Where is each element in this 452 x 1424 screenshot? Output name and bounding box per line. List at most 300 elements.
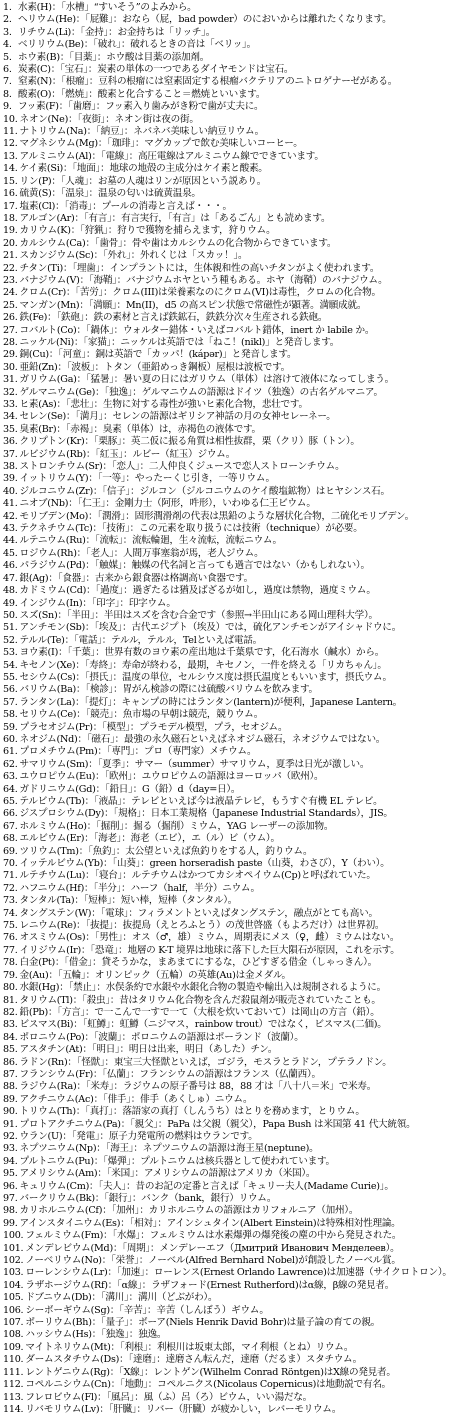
entry-number: 43. bbox=[3, 523, 18, 535]
entry-text: スズ(Sn)：「半田」：半田はスズを含む合金です（参照→半田山にある岡山理科大学）。 bbox=[19, 609, 378, 621]
element-entry bbox=[3, 635, 400, 647]
element-entry bbox=[3, 362, 400, 374]
entry-number: 22. bbox=[3, 262, 18, 274]
entry-text: ケイ素(Si)：「地面」：地球の地殻の主成分はケイ素と酸素。 bbox=[19, 163, 268, 175]
entry-number: 29. bbox=[3, 349, 18, 361]
entry-number: 8. bbox=[3, 88, 12, 100]
entry-number: 13. bbox=[3, 150, 18, 162]
entry-text: ランタン(La)：「提灯」：キャンプの時にはランタン(lantern)が便利，Japanese Lantern。 bbox=[19, 696, 403, 708]
entry-text: プルトニウム(Pu)：「爆弾」：プルトニウムは核兵器として使われています。 bbox=[19, 1155, 335, 1167]
entry-number: 49. bbox=[3, 597, 18, 609]
entry-number: 63. bbox=[3, 771, 18, 783]
entry-text: マイトネリウム(Mt)：「利根」：利根川は坂東太郎，マイ利根（とね）リウム。 bbox=[25, 1341, 354, 1353]
element-entry bbox=[3, 325, 400, 337]
element-entry bbox=[3, 461, 400, 473]
entry-text: エルビウム(Er)：「海老」：海老（エビ），エ（ル）ビ（ウム）。 bbox=[19, 833, 280, 845]
entry-number: 86. bbox=[3, 1056, 18, 1068]
element-entry bbox=[3, 684, 400, 696]
element-entry bbox=[3, 1143, 400, 1155]
entry-text: ハッシウム(Hs)：「独逸」：独逸。 bbox=[25, 1329, 167, 1341]
element-entry bbox=[3, 945, 400, 957]
element-entry bbox=[3, 1305, 400, 1317]
entry-text: ヨウ素(I)：「千葉」：世界有数のヨウ素の産出地は千葉県です，化石海水（鹹水）から。 bbox=[19, 647, 385, 659]
element-entry bbox=[3, 585, 400, 597]
element-entry bbox=[3, 300, 400, 312]
entry-number: 5. bbox=[3, 51, 12, 63]
element-entry bbox=[3, 101, 400, 113]
entry-text: 銅(Cu)：「河童」：銅は英語で「カッパ！(kápər)」と発音します。 bbox=[19, 349, 297, 361]
entry-number: 102. bbox=[3, 1255, 24, 1267]
entry-text: バナジウム(V)：「海鞘」：バナジウムホヤという種もある。ホヤ（海鞘）のバナジウム。 bbox=[19, 274, 388, 286]
element-entry bbox=[3, 1019, 400, 1031]
entry-text: ツリウム(Tm)：「魚釣」：太公望といえば魚釣りをする人，釣りウム。 bbox=[19, 845, 313, 857]
entry-number: 18. bbox=[3, 212, 18, 224]
entry-number: 68. bbox=[3, 833, 18, 845]
entry-text: テクネチウム(Tc)：「技術」：この元素を取り扱うには技術（technique）が必要。 bbox=[19, 523, 363, 535]
element-entry bbox=[3, 1367, 400, 1379]
entry-text: ウラン(U)：「発電」：原子力発電所の燃料はウランです。 bbox=[19, 1130, 258, 1142]
entry-text: ポロニウム(Po)：「波蘭」：ポロニウムの語源はポーランド（波蘭）。 bbox=[19, 1031, 304, 1043]
entry-number: 40. bbox=[3, 485, 18, 497]
element-entry bbox=[3, 833, 400, 845]
entry-number: 84. bbox=[3, 1031, 18, 1043]
entry-number: 97. bbox=[3, 1193, 18, 1204]
entry-number: 113. bbox=[3, 1391, 24, 1403]
entry-number: 42. bbox=[3, 510, 18, 522]
entry-text: 白金(Pt)：「借金」：貸そうかな，まあまてにするな，ひどすぎる借金（しゃっきん）。 bbox=[19, 957, 377, 969]
entry-text: アンチモン(Sb)：「埃及」：古代エジプト（埃及）では，硫化アンチモンがアイシャドウに。 bbox=[19, 622, 402, 634]
entry-text: 金(Au)：「五輪」：オリンピック（五輪）の英雄(Au)は金メダル。 bbox=[19, 969, 291, 981]
element-entry bbox=[3, 151, 400, 163]
element-entry bbox=[3, 722, 400, 734]
entry-text: 塩素(Cl)：「消毒」：プールの消毒と言えば・・・。 bbox=[19, 200, 232, 212]
entry-text: ヘリウム(He)：「屁難」：おなら（屁，bad powder）のにおいからは離れたくなります。 bbox=[18, 14, 392, 26]
element-entry bbox=[3, 424, 400, 436]
entry-number: 96. bbox=[3, 1180, 18, 1192]
entry-number: 31. bbox=[3, 374, 18, 386]
entry-text: 臭素(Br)：「赤褐」：臭素（単体）は，赤褐色の液体です。 bbox=[19, 423, 261, 435]
entry-number: 111. bbox=[3, 1366, 24, 1378]
element-entry bbox=[3, 213, 400, 225]
entry-number: 21. bbox=[3, 250, 18, 262]
entry-number: 9. bbox=[3, 101, 12, 113]
entry-text: インジウム(In)：「印字」：印字ウム。 bbox=[19, 597, 176, 609]
element-entry bbox=[3, 610, 400, 622]
entry-text: 硫黄(S)：「温泉」：温泉の匂いは硫黄温泉。 bbox=[19, 188, 201, 200]
entry-number: 93. bbox=[3, 1143, 18, 1155]
element-entry bbox=[3, 1267, 452, 1279]
element-entry bbox=[3, 573, 400, 585]
element-entry bbox=[3, 858, 400, 870]
entry-number: 83. bbox=[3, 1019, 18, 1031]
element-entry bbox=[3, 1205, 400, 1217]
element-entry bbox=[3, 374, 400, 386]
element-entry bbox=[3, 920, 400, 932]
entry-number: 6. bbox=[3, 64, 12, 76]
entry-number: 17. bbox=[3, 200, 18, 212]
entry-number: 26. bbox=[3, 312, 18, 324]
element-entry bbox=[3, 287, 400, 299]
entry-text: 鉄(Fe)：「鉄砲」：鉄の素材と言えば鉄鉱石，鉄鉄分次々生産される鉄砲。 bbox=[19, 312, 328, 324]
entry-number: 58. bbox=[3, 709, 18, 721]
entry-number: 106. bbox=[3, 1304, 24, 1316]
element-entry bbox=[3, 498, 400, 510]
entry-number: 73. bbox=[3, 895, 18, 907]
entry-number: 10. bbox=[3, 113, 18, 125]
entry-text: ハフニウム(Hf)：「半分」：ハーフ（half，半分）ニウム。 bbox=[19, 882, 260, 894]
element-entry bbox=[3, 821, 400, 833]
element-entry bbox=[3, 622, 400, 634]
element-entry bbox=[3, 1094, 400, 1106]
entry-number: 90. bbox=[3, 1106, 18, 1118]
element-entry bbox=[3, 114, 400, 126]
element-entry bbox=[3, 312, 400, 324]
entry-number: 38. bbox=[3, 461, 18, 473]
entry-number: 112. bbox=[3, 1379, 24, 1391]
element-entry bbox=[3, 895, 400, 907]
element-entry bbox=[3, 660, 400, 672]
entry-text: 水銀(Hg)：「禁止」：水俣条約で水銀や水銀化合物の製造や輸出入は規制されるように。 bbox=[19, 982, 386, 994]
entry-text: アルゴン(Ar)：「有言」：有言実行，「有言」は「あるごん」とも読めます。 bbox=[19, 212, 331, 224]
entry-text: リチウム(Li)：「金持」：お金持ちは「リッチ」。 bbox=[18, 26, 216, 38]
entry-number: 104. bbox=[3, 1279, 24, 1291]
entry-number: 75. bbox=[3, 920, 18, 932]
element-entry bbox=[3, 771, 400, 783]
entry-text: ダームスタチウム(Ds)：「達磨」：達磨さん転んだ，達磨（だるま）スタチウム。 bbox=[25, 1354, 363, 1366]
entry-number: 88. bbox=[3, 1081, 18, 1093]
element-entry bbox=[3, 784, 400, 796]
entry-number: 46. bbox=[3, 560, 18, 572]
entry-text: ストロンチウム(Sr)：「恋人」：二人仲良くジュースで恋人ストローンチウム。 bbox=[19, 461, 345, 473]
entry-text: モリブデン(Mo)：「潤滑」：固形潤滑剤の代表は黒鉛のような層状化合物，二硫化モリブデン。 bbox=[19, 510, 414, 522]
entry-text: クロム(Cr)：「苦労」：クロム(III)は栄養素なのにクロム(VI)は毒性，クロムの化合物。 bbox=[19, 287, 381, 299]
entry-text: ドブニウム(Db)：「溝川」：溝川（どぶがわ）。 bbox=[25, 1292, 218, 1304]
entry-text: バークリウム(Bk)：「銀行」：バンク（bank，銀行）リウム。 bbox=[19, 1193, 277, 1204]
element-entry bbox=[3, 27, 400, 39]
entry-text: 窒素(N)：「根瘤」：豆科の根瘤には窒素固定する根瘤バクテリアのニトロゲナーゼがある。 bbox=[18, 76, 398, 88]
entry-text: タリウム(Tl)：「殺虫」：昔はタリウム化合物を含んだ殺鼠剤が販売されていたことも。 bbox=[19, 994, 381, 1006]
entry-number: 85. bbox=[3, 1044, 18, 1056]
element-entry bbox=[3, 126, 400, 138]
entry-number: 65. bbox=[3, 796, 18, 807]
entry-number: 15. bbox=[3, 175, 18, 187]
entry-text: ニオブ(Nb)：「仁王」：金剛力士（阿形，吽形），いわゆる仁王ビウム。 bbox=[19, 498, 316, 510]
entry-text: トリウム(Th)：「真打」：落語家の真打（しんうち）はとりを務めます，とりウム。 bbox=[19, 1106, 365, 1118]
element-entry bbox=[3, 908, 400, 920]
element-entry bbox=[3, 89, 400, 101]
entry-number: 62. bbox=[3, 758, 18, 770]
entry-number: 19. bbox=[3, 225, 18, 237]
entry-text: ユウロピウム(Eu)：「欧州」：ユウロピウムの語源はヨーロッパ（欧州）。 bbox=[19, 771, 324, 783]
element-entry bbox=[3, 1280, 400, 1292]
entry-number: 95. bbox=[3, 1168, 18, 1180]
element-entry bbox=[3, 598, 400, 610]
entry-number: 33. bbox=[3, 399, 18, 410]
entry-text: 酸素(O)：「燃焼」：酸素と化合すること＝燃焼といいます。 bbox=[18, 88, 266, 100]
entry-number: 51. bbox=[3, 622, 18, 634]
entry-number: 92. bbox=[3, 1130, 18, 1142]
entry-number: 66. bbox=[3, 808, 18, 820]
entry-number: 74. bbox=[3, 907, 18, 919]
entry-number: 107. bbox=[3, 1317, 24, 1329]
entry-number: 25. bbox=[3, 299, 18, 311]
entry-text: テルビウム(Tb)：「液晶」：テレビといえば今は液晶テレビ，もうすぐ有機 EL テレビ。 bbox=[19, 796, 383, 807]
element-entry bbox=[3, 138, 400, 150]
element-entry bbox=[3, 1156, 400, 1168]
element-entry bbox=[3, 1292, 400, 1304]
entry-text: タンタル(Ta)：「短棒」：短い棒，短棒（タンタル）。 bbox=[19, 895, 238, 907]
entry-number: 30. bbox=[3, 361, 18, 373]
entry-number: 80. bbox=[3, 982, 18, 994]
entry-number: 50. bbox=[3, 609, 18, 621]
entry-number: 34. bbox=[3, 411, 18, 423]
entry-number: 52. bbox=[3, 634, 18, 646]
element-entry bbox=[3, 39, 400, 51]
entry-number: 44. bbox=[3, 535, 18, 547]
entry-number: 27. bbox=[3, 324, 18, 336]
entry-text: ラザホージウム(Rf)：「α線」：ラザフォード(Ernest Rutherford)はα線，β線の発見者。 bbox=[25, 1279, 395, 1291]
entry-text: 亜鉛(Zn)：「波板」：トタン（亜鉛めっき鋼板）屋根は波板です。 bbox=[19, 361, 291, 373]
entry-number: 45. bbox=[3, 547, 18, 559]
element-entry bbox=[3, 1131, 400, 1143]
entry-text: カリウム(K)：「狩猟」：狩りで獲物を捕らえます，狩りウム。 bbox=[19, 225, 276, 237]
entry-text: イリジウム(Ir)：「恐竜」：地層の K-T 境界は地球に落下した巨大隕石が原因，これを示す。 bbox=[19, 944, 400, 956]
element-entry bbox=[3, 411, 400, 423]
entry-number: 114. bbox=[3, 1403, 24, 1415]
entry-number: 37. bbox=[3, 448, 18, 460]
entry-number: 16. bbox=[3, 188, 18, 200]
entry-number: 14. bbox=[3, 163, 18, 175]
entry-text: ネオジム(Nd)：「磁石」：最強の永久磁石といえばネオジム磁石，ネオジウムではない。 bbox=[19, 733, 386, 745]
entry-text: ラジウム(Ra)：「米寿」：ラジウムの原子番号は 88，88 才は「八十八＝米」で米寿。 bbox=[19, 1081, 377, 1093]
element-entry bbox=[3, 1081, 400, 1093]
entry-text: 炭素(C)：「宝石」：炭素の単体の一つであるダイヤモンドは宝石。 bbox=[18, 64, 294, 76]
entry-text: ネオン(Ne)：「夜街」：ネオン街は夜の街。 bbox=[19, 113, 199, 125]
element-entry bbox=[3, 746, 400, 758]
element-entry bbox=[3, 1317, 400, 1329]
entry-number: 7. bbox=[3, 76, 12, 88]
entry-text: クリプトン(Kr)：「栗豚」：英二仮に振る角質は相性抜群，栗（クリ）豚（トン）。 bbox=[19, 436, 360, 448]
element-entry bbox=[3, 188, 400, 200]
entry-number: 72. bbox=[3, 882, 18, 894]
element-entry bbox=[3, 473, 400, 485]
entry-text: ルビジウム(Rb)：「紅玉」：ルビー（紅玉）ジウム。 bbox=[19, 448, 236, 460]
element-entry bbox=[3, 275, 400, 287]
entry-text: ノーベリウム(No)：「栄誉」：ノーベル(Alfred Bernhard Nobel)が創設したノーベル賞。 bbox=[25, 1255, 401, 1267]
entry-text: ホルミウム(Ho)：「掘削」：掘る（掘削）ミウム，YAG レーザーの添加物。 bbox=[19, 820, 334, 832]
element-entry bbox=[3, 759, 400, 771]
entry-number: 64. bbox=[3, 783, 18, 795]
entry-number: 28. bbox=[3, 336, 18, 348]
entry-number: 98. bbox=[3, 1205, 18, 1217]
entry-text: 鉛(Pb)：「方言」：で一こんで一すで一て（大根を炊いておいて）は岡山の方言（鉛）。 bbox=[19, 1006, 380, 1018]
entry-number: 20. bbox=[3, 237, 18, 249]
entry-number: 35. bbox=[3, 423, 18, 435]
entry-number: 41. bbox=[3, 498, 18, 510]
element-entry bbox=[3, 399, 400, 411]
entry-text: テルル(Te)：「電話」：テルル，テルル，Telといえば電話。 bbox=[19, 634, 262, 646]
entry-text: コバルト(Co)：「鍋体」：ウォルター錯体・いえばコバルト錯体，inert か labile か。 bbox=[19, 324, 375, 336]
entry-number: 4. bbox=[3, 39, 12, 51]
entry-text: ガドリニウム(Gd)：「鉛日」：G（鉛）d（day=日）。 bbox=[19, 783, 241, 795]
entry-number: 103. bbox=[3, 1267, 24, 1279]
entry-text: プラセオジム(Pr)：「模型」：プラモデル模型，プラ，セオジム。 bbox=[19, 721, 288, 733]
entry-text: マンガン(Mn)：「満願」：Mn(II)，d5 の高スピン状態で常磁性が顕著。満願成就。 bbox=[19, 299, 367, 311]
element-entry bbox=[3, 1118, 416, 1131]
entry-text: ラドン(Rn)：「怪獣」：東宝三大怪獣といえば，ゴジラ，モスラとラドン，プテラノドン。 bbox=[19, 1056, 392, 1068]
element-entry bbox=[3, 1404, 400, 1416]
element-entry bbox=[3, 1032, 400, 1044]
element-entry bbox=[3, 387, 400, 399]
element-entry bbox=[3, 1106, 400, 1118]
entry-text: ゲルマニウム(Ge)：「独逸」：ゲルマニウムの語源はドイツ（独逸）の古名ゲルマニア。 bbox=[19, 386, 383, 398]
entry-number: 71. bbox=[3, 870, 18, 882]
entry-text: フッ素(F)：「歯磨」：フッ素入り歯みがき粉で歯が丈夫に。 bbox=[18, 101, 264, 113]
entry-text: ホウ素(B)：「目薬」：ホウ酸は目薬の添加剤。 bbox=[18, 51, 210, 63]
element-entry bbox=[3, 1230, 400, 1242]
entry-text: バリウム(Ba)：「検診」：胃がん検診の際には硫酸バリウムを飲みます。 bbox=[19, 684, 318, 696]
element-entry bbox=[3, 883, 400, 895]
entry-text: イッテルビウム(Yb)：「山葵」：green horseradish paste（山葵，わさび），Y（わい）。 bbox=[19, 858, 390, 870]
entry-number: 47. bbox=[3, 572, 18, 584]
entry-text: カドミウム(Cd)：「過度」：過ぎたるは猶及ばざるが如し，過度は禁物，過度ミウム。 bbox=[19, 585, 376, 597]
entry-number: 79. bbox=[3, 969, 18, 981]
entry-text: ジルコニウム(Zr)：「信子」：ジルコン（ジルコニウムのケイ酸塩鉱物）はヒヤシンス石。 bbox=[19, 485, 390, 497]
entry-text: マグネシウム(Mg)：「珈琲」：マグカップで飲む美味しいコーヒー。 bbox=[19, 138, 303, 150]
entry-text: ニッケル(Ni)：「家猫」：ニッケルは英語では「ねこ！(nikl)」と発音します。 bbox=[19, 336, 340, 348]
entry-text: 水素(H)：「水槽」“すいそう”のよみから。 bbox=[18, 2, 197, 13]
element-entry bbox=[3, 1342, 400, 1354]
element-entry bbox=[3, 486, 400, 498]
entry-text: アメリシウム(Am)：「米国」：アメリシウムの語源はアメリカ（米国）。 bbox=[19, 1168, 316, 1180]
entry-number: 3. bbox=[3, 26, 12, 38]
element-entry bbox=[3, 870, 400, 882]
element-entry bbox=[3, 238, 400, 250]
entry-text: プロメチウム(Pm)：「専門」：プロ（専門家）メチウム。 bbox=[19, 746, 257, 758]
entry-text: メンデレビウム(Md)：「周期」：メンデレーエフ（Дмитрий Иванович Менделеев）。 bbox=[25, 1242, 400, 1254]
element-entry bbox=[3, 1181, 400, 1193]
entry-text: フレロビウム(Fl)：「風呂」：風（ふ）呂（ろ）ビウム，いい湯だな。 bbox=[25, 1391, 313, 1403]
entry-number: 81. bbox=[3, 994, 18, 1006]
element-entry bbox=[3, 1057, 400, 1069]
element-entry bbox=[3, 2, 400, 14]
element-entry bbox=[3, 52, 400, 64]
entry-text: プロトアクチニウム(Pa)：「親父」：PaPa は父親（親父），Papa Bush は米国第 41 代大統領。 bbox=[19, 1118, 416, 1130]
element-entry bbox=[3, 510, 414, 523]
entry-number: 53. bbox=[3, 647, 18, 659]
entry-number: 109. bbox=[3, 1341, 24, 1353]
entry-number: 24. bbox=[3, 287, 18, 299]
entry-text: リン(P)：「人魂」：お墓の人魂はリンが原因という説あり。 bbox=[19, 175, 267, 187]
entry-text: チタン(Ti)：「埋歯」：インプラントには，生体親和性の高いチタンがよく使われます。 bbox=[19, 262, 380, 274]
entry-text: セシウム(Cs)：「摂氏」：温度の単位，セルシウス度は摂氏温度ともいいます，摂氏ウム。 bbox=[19, 671, 392, 683]
entry-text: ボーリウム(Bh)：「量子」：ボーア(Niels Henrik David Bohr)は量子論の育ての親。 bbox=[25, 1317, 381, 1329]
entry-number: 101. bbox=[3, 1242, 24, 1254]
entry-text: ヒ素(As)：「悲壮」：生物に対する毒性が強いヒ素化合物，悲壮です。 bbox=[19, 399, 308, 410]
entry-text: アクチニウム(Ac)：「俳手」：俳手（あくしゅ）ニウム。 bbox=[19, 1093, 253, 1105]
entry-text: コペルニシウム(Cn)：「地動」：コペルニクス(Nicolaus Copernicus)は地動説で有名。 bbox=[25, 1379, 391, 1391]
entry-text: キセノン(Xe)：「寿終」：寿命が終わる，最期，キセノン，一件を終える「リカちゃん」。 bbox=[19, 659, 387, 671]
element-entry bbox=[3, 14, 400, 26]
entry-number: 59. bbox=[3, 721, 18, 733]
entry-number: 89. bbox=[3, 1093, 18, 1105]
element-entry bbox=[3, 225, 400, 237]
entry-text: アルミニウム(Al)：「電線」：高圧電線はアルミニウム線でできています。 bbox=[19, 150, 324, 162]
entry-number: 110. bbox=[3, 1354, 24, 1366]
element-entry bbox=[3, 1007, 400, 1019]
entry-text: カリホルニウム(Cf)：「加州」：カリホルニウムの語源はカリフォルニア（加州）。 bbox=[19, 1205, 359, 1217]
entry-number: 94. bbox=[3, 1155, 18, 1167]
entry-text: ガリウム(Ga)：「猛暑」：暑い夏の日にはガリウム（単体）は溶けて液体になってしまう。 bbox=[19, 374, 394, 386]
entry-number: 55. bbox=[3, 671, 18, 683]
entry-number: 32. bbox=[3, 386, 18, 398]
element-entry bbox=[3, 982, 400, 994]
entry-text: ネプツニウム(Np)：「海王」：ネプツニウムの語源は海王星(neptune)。 bbox=[19, 1143, 319, 1155]
element-entry bbox=[3, 846, 400, 858]
entry-number: 36. bbox=[3, 436, 18, 448]
element-entry bbox=[3, 250, 400, 262]
element-entry bbox=[3, 523, 400, 535]
entry-text: タングステン(W)：「電球」：フィラメントといえばタングステン，融点がとても高い。 bbox=[19, 907, 378, 919]
entry-text: レニウム(Re)：「抜提」：抜提鳥（えとろふとう）の茂世啓盛（もよろだけ）は世界初。 bbox=[19, 920, 385, 932]
element-entry bbox=[3, 1069, 400, 1081]
entry-text: セリウム(Ce)：「競売」：魚市場の早朝は競売，競りウム。 bbox=[19, 709, 264, 721]
entry-number: 67. bbox=[3, 820, 18, 832]
entry-number: 2. bbox=[3, 14, 12, 26]
entry-text: ナトリウム(Na)：「納豆」：ネバネバ美味しい納豆リウム。 bbox=[19, 126, 265, 138]
element-entry bbox=[3, 176, 400, 188]
entry-text: ルテチウム(Lu)：「寝台」：ルテチウムはかつてカシオペイウム(Cp)と呼ばれていた。 bbox=[19, 870, 376, 882]
entry-text: レントゲニウム(Rg)：「X線」：レントゲン(Wilhelm Conrad Röntgen)はX線の発見者。 bbox=[25, 1366, 396, 1378]
entry-text: アスタチン(At)：「明日」：明日は出来，明日（あした）チン。 bbox=[19, 1044, 278, 1056]
entry-number: 54. bbox=[3, 659, 18, 671]
entry-text: キュリウム(Cm)：「夫人」：昔のお記の定番と言えば「キュリー夫人(Madame Curie)」。 bbox=[19, 1180, 394, 1192]
entry-number: 108. bbox=[3, 1329, 24, 1341]
entry-text: セレン(Se)：「満月」：セレンの語源はギリシア神話の月の女神セレーネー。 bbox=[19, 411, 336, 423]
element-entry bbox=[3, 957, 400, 969]
element-entry bbox=[3, 337, 400, 349]
entry-text: フランシウム(Fr)：「仏蘭」：フランシウムの語源はフランス（仏蘭西）。 bbox=[19, 1068, 321, 1080]
entry-number: 77. bbox=[3, 944, 18, 956]
element-entry bbox=[3, 1218, 400, 1230]
element-entry bbox=[3, 1193, 400, 1205]
entry-number: 39. bbox=[3, 473, 18, 485]
entry-text: カルシウム(Ca)：「歯骨」：骨や歯はカルシウムの化合物からできています。 bbox=[19, 237, 337, 249]
element-entry bbox=[3, 201, 400, 213]
entry-text: ロジウム(Rh)：「老人」：人間万事塞翁が馬，老人ジウム。 bbox=[19, 547, 264, 559]
entry-text: スカンジウム(Sc)：「外れ」：外れくじは「スカッ！」。 bbox=[19, 250, 248, 262]
element-entry bbox=[3, 696, 403, 709]
entry-text: ジスプロシウム(Dy)：「規格」：日本工業規格（Japanese Industrial Standards），JIS。 bbox=[19, 808, 393, 820]
entry-number: 70. bbox=[3, 858, 18, 870]
element-entry bbox=[3, 1243, 400, 1255]
element-entry bbox=[3, 263, 400, 275]
entry-number: 82. bbox=[3, 1006, 18, 1018]
entry-number: 61. bbox=[3, 746, 18, 758]
entry-text: シーボーギウム(Sg)：「辛苦」：辛苦（しんぼう）ギウム。 bbox=[25, 1304, 269, 1316]
entry-number: 1. bbox=[3, 2, 12, 13]
element-entry bbox=[3, 1255, 400, 1267]
element-entry bbox=[3, 535, 400, 547]
element-entry bbox=[3, 76, 400, 88]
element-entry bbox=[3, 1329, 400, 1341]
element-entry bbox=[3, 995, 400, 1007]
entry-number: 100. bbox=[3, 1230, 24, 1242]
element-entry bbox=[3, 1168, 400, 1180]
element-entry bbox=[3, 808, 400, 820]
element-entry bbox=[3, 1354, 400, 1366]
element-entry bbox=[3, 970, 400, 982]
